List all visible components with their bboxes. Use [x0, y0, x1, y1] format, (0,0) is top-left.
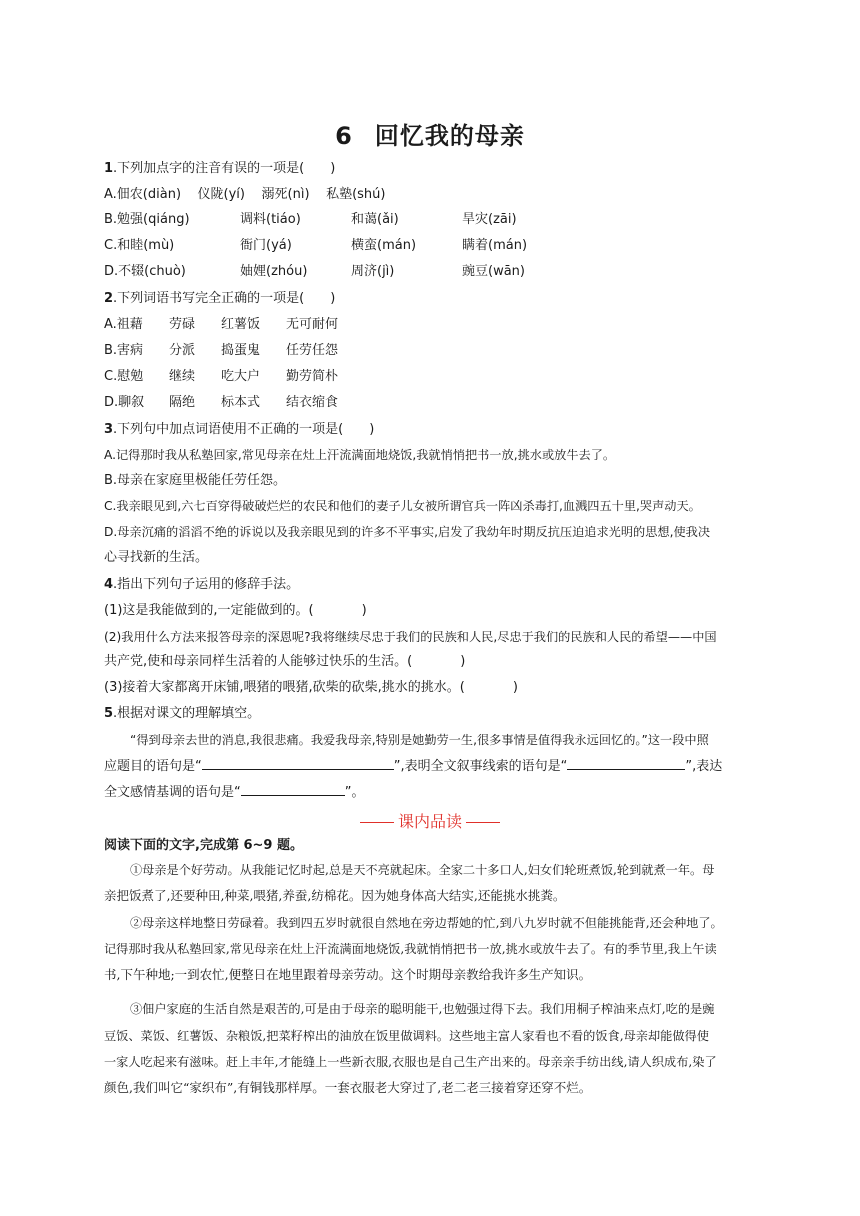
option-item: A.祖藉	[104, 317, 143, 332]
option-item: 衙门(yá)	[240, 238, 292, 253]
question-text: .根据对课文的理解填空。	[113, 706, 261, 721]
item-text: ”,表达	[685, 759, 723, 774]
option-item: 分派	[169, 343, 196, 358]
option-item: B.害病	[104, 343, 144, 358]
question-text: .指出下列句子运用的修辞手法。	[113, 577, 300, 592]
option-item: C.和睦(mù)	[104, 238, 175, 253]
option-item: B.勉强(qiáng)	[104, 212, 190, 227]
item-text: (1)这是我能做到的,一定能做到的。(	[104, 603, 314, 618]
reading-paragraph-1: ①母亲是个好劳动。从我能记忆时起,总是天不亮就起床。全家二十多口人,妇女们轮班煮饭,轮到就煮一年。母	[130, 863, 715, 877]
question-4-item-1	[104, 602, 367, 620]
question-5-passage: “得到母亲去世的消息,我很悲痛。我爱我母亲,特别是她勤劳一生,很多事情是值得我永远回忆的。”这一段中照	[130, 733, 709, 747]
section-rule-left	[360, 822, 394, 823]
option-item: 继续	[169, 369, 196, 384]
option-item: 和蔼(ǎi)	[351, 212, 399, 227]
reading-paragraph-1-continued: 亲把饭煮了,还要种田,种菜,喂猪,养蚕,纺棉花。因为她身体高大结实,还能挑水挑粪。	[104, 888, 566, 903]
question-text: .下列句中加点词语使用不正确的一项是( )	[113, 422, 375, 437]
question-4-item-2: (2)我用什么方法来报答母亲的深恩呢?我将继续尽忠于我们的民族和人民,尽忠于我们的民族和人民的希望——中国	[104, 630, 717, 644]
reading-paragraph-2-continued: 记得那时我从私塾回家,常见母亲在灶上汗流满面地烧饭,我就悄悄把书一放,挑水或放牛去了。有的季节里,我上午读	[104, 942, 717, 956]
question-number: 4	[104, 577, 114, 592]
option-item: 吃大户	[221, 369, 261, 384]
reading-paragraph-3-continued: 豆饭、菜饭、红薯饭、杂粮饭,把菜籽榨出的油放在饭里做调料。这些地主富人家看也不看的饭食,母亲却能做得使	[104, 1029, 709, 1043]
option-item: 溺死(nì)	[261, 187, 310, 202]
question-text: .下列词语书写完全正确的一项是( )	[113, 291, 336, 306]
option-item: 隔绝	[169, 395, 196, 410]
question-3-option-c: C.我亲眼见到,六七百穿得破破烂烂的农民和他们的妻子儿女被所谓官兵一阵凶杀毒打,血溅四五十里,哭声动天。	[104, 499, 701, 513]
question-1-stem	[104, 160, 335, 178]
question-3-option-b: B.母亲在家庭里极能任劳任怨。	[104, 473, 287, 488]
question-5-stem	[104, 705, 260, 723]
option-item: 红薯饭	[221, 317, 261, 332]
section-rule-right	[466, 822, 500, 823]
option-item: 结衣缩食	[286, 395, 339, 410]
option-item: 周济(jì)	[351, 264, 395, 279]
paren-close: )	[512, 680, 518, 695]
option-item: 妯娌(zhóu)	[240, 264, 308, 279]
question-4-item-2-continued	[104, 653, 465, 671]
option-item: 勤劳简朴	[286, 369, 339, 384]
option-item: 旱灾(zāi)	[462, 212, 517, 227]
item-text: 应题目的语句是“	[104, 759, 202, 774]
question-4-stem	[104, 576, 299, 594]
item-text: (3)接着大家都离开床铺,喂猪的喂猪,砍柴的砍柴,挑水的挑水。(	[104, 680, 465, 695]
option-item: D.不辍(chuò)	[104, 264, 186, 279]
question-number: 2	[104, 291, 114, 306]
reading-paragraph-2-continued: 书,下午种地;一到农忙,便整日在地里跟着母亲劳动。这个时期母亲教给我许多生产知识。	[104, 967, 592, 982]
section-header	[0, 809, 860, 832]
item-text: 共产党,使和母亲同样生活着的人能够过快乐的生活。(	[104, 654, 413, 669]
section-label: 课内品读	[397, 812, 462, 831]
reading-paragraph-3-continued: 一家人吃起来有滋味。赶上丰年,才能缝上一些新衣服,衣服也是自己生产出来的。母亲亲手纺出线,请人织成布,染了	[104, 1055, 717, 1069]
page-title	[0, 116, 860, 151]
option-item: 调料(tiáo)	[240, 212, 301, 227]
option-item: 标本式	[221, 395, 261, 410]
option-item: 任劳任怨	[286, 343, 339, 358]
answer-blank[interactable]	[241, 783, 345, 796]
reading-instruction: 阅读下面的文字,完成第 6~9 题。	[104, 838, 303, 853]
question-4-item-3	[104, 679, 518, 697]
question-3-option-d: D.母亲沉痛的滔滔不绝的诉说以及我亲眼见到的许多不平事实,启发了我幼年时期反抗压迫追求光明的思想,使我决	[104, 525, 711, 539]
answer-blank[interactable]	[567, 757, 685, 770]
reading-paragraph-2: ②母亲这样地整日劳碌着。我到四五岁时就很自然地在旁边帮她的忙,到八九岁时就不但能挑能背,还会种地了。	[130, 916, 723, 930]
option-item: 捣蛋鬼	[221, 343, 261, 358]
option-item: 仪陇(yí)	[197, 187, 245, 202]
paren-close: )	[460, 654, 466, 669]
option-item: A.佃农(diàn)	[104, 187, 182, 202]
option-item: 无可耐何	[286, 317, 339, 332]
option-item: D.聊叙	[104, 395, 145, 410]
question-text: .下列加点字的注音有误的一项是( )	[113, 161, 336, 176]
option-item: C.慰勉	[104, 369, 144, 384]
question-number: 3	[104, 422, 114, 437]
reading-paragraph-3-continued: 颜色,我们叫它“家织布”,有铜钱那样厚。一套衣服老大穿过了,老二老三接着穿还穿不烂。	[104, 1080, 592, 1095]
item-text: 全文感情基调的语句是“	[104, 785, 241, 800]
item-text: ”,表明全文叙事线索的语句是“	[393, 759, 568, 774]
option-item: 瞒着(mán)	[462, 238, 528, 253]
paren-close: )	[361, 603, 367, 618]
option-item: 私塾(shú)	[326, 187, 386, 202]
question-2-stem	[104, 290, 335, 308]
question-number: 1	[104, 161, 114, 176]
answer-blank[interactable]	[202, 757, 394, 770]
option-item: 劳碌	[169, 317, 196, 332]
question-3-stem	[104, 421, 374, 439]
item-text: ”。	[344, 785, 365, 800]
lesson-title: 回忆我的母亲	[374, 122, 525, 150]
option-item: 横蛮(mán)	[351, 238, 417, 253]
question-3-option-a: A.记得那时我从私塾回家,常见母亲在灶上汗流满面地烧饭,我就悄悄把书一放,挑水或放牛去了。	[104, 448, 616, 462]
question-5-blank-line-2	[104, 783, 365, 802]
lesson-number: 6	[335, 122, 353, 150]
question-number: 5	[104, 706, 114, 721]
question-5-blank-line-1	[104, 757, 722, 776]
question-3-option-d-continued: 心寻找新的生活。	[104, 550, 209, 565]
question-1-option-a	[104, 186, 385, 204]
reading-paragraph-3: ③佃户家庭的生活自然是艰苦的,可是由于母亲的聪明能干,也勉强过得下去。我们用桐子榨油来点灯,吃的是豌	[130, 1002, 715, 1016]
option-item: 豌豆(wān)	[462, 264, 525, 279]
